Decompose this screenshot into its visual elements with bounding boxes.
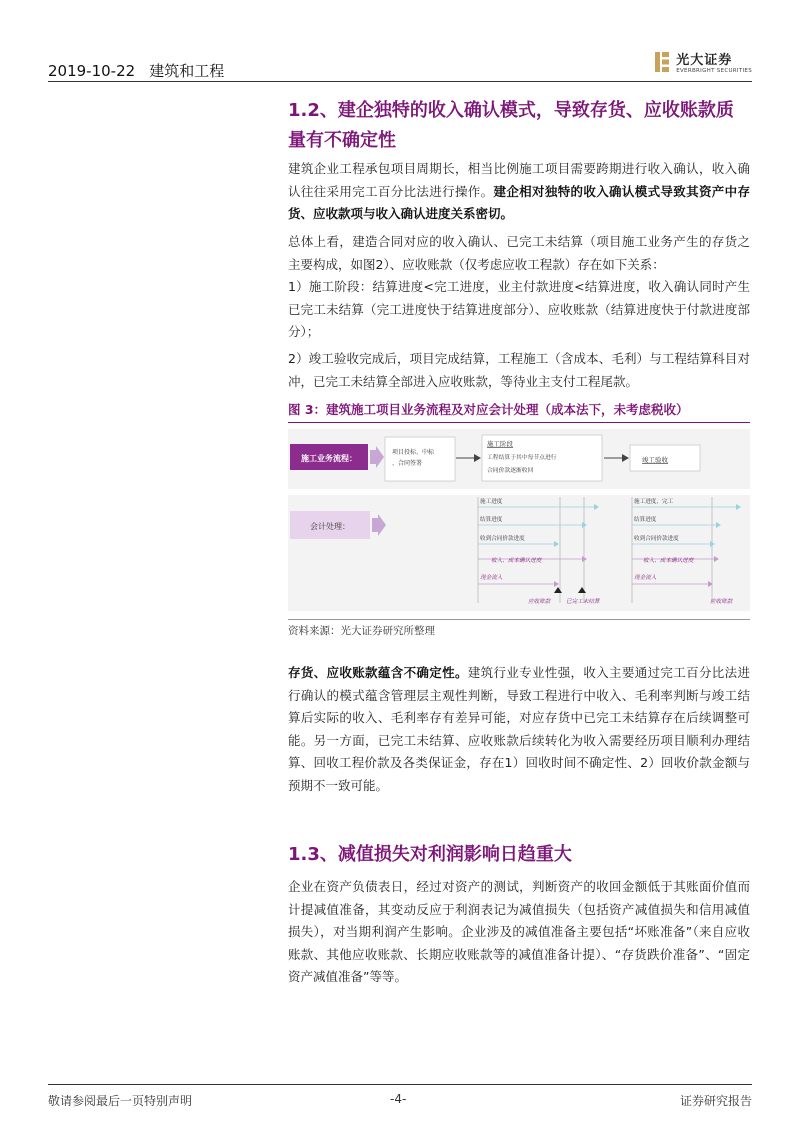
logo-cn: 光大证券 — [676, 53, 733, 68]
left-bottom-receivable: 应收账款 — [528, 599, 551, 605]
section-1-2-title — [288, 96, 750, 156]
header-rule — [48, 81, 752, 82]
flow-box-bidding-line1: 项目投标、中标 — [392, 449, 435, 456]
figure-bottom-rule — [288, 619, 750, 620]
flow-box-bidding — [385, 437, 455, 481]
paragraph-5-body: 建筑行业专业性强，收入主要通过完工百分比法进行确认的模式蕴含管理层主观性判断，导致工程进行中收入、毛利率判断与竣工结算后实际的收入、毛利率存有差异可能，对应存货中已完工未结算存在后续调整可能。另一方面，已完工未结算、应收账款后续转化为收入需要经历项目顺利办理结算、回收工程价款及各类保证金，存在1）回收时间不确定性、2）回收价款金额与预期不一致可能。 — [288, 665, 750, 793]
right-line-construction: 施工进度，完工 — [634, 499, 674, 505]
section-1-2-title-line1: 1.2、建企独特的收入确认模式，导致存货、应收账款质 — [288, 100, 734, 121]
company-logo — [654, 49, 752, 74]
paragraph-1 — [288, 158, 750, 226]
logo-en: EVERBRIGHT SECURITIES — [676, 68, 752, 74]
footer-rule — [48, 1084, 752, 1085]
report-sector: 建筑和工程 — [149, 62, 225, 80]
section-1-2-title-line2: 量有不确定性 — [288, 130, 396, 151]
footer-disclaimer: 敬请参阅最后一页特别声明 — [48, 1094, 193, 1108]
flow-box-bidding-line2: 、合同签署 — [392, 460, 423, 467]
paragraph-1-text: 建筑企业工程承包项目周期长，相当比例施工项目需要跨期进行收入确认，收入确认往往采用完工百分比法进行操作。 — [288, 161, 750, 199]
business-flow-diagram — [288, 427, 750, 615]
left-bottom-unbilled: 已完工未结算 — [566, 599, 600, 605]
paragraph-5-lead: 存货、应收账款蕴含不确定性。 — [288, 665, 468, 680]
flow-box-construction-title: 施工阶段 — [487, 440, 513, 448]
flow-box-construction-line2: 合同价款逐渐收回 — [487, 468, 534, 474]
left-line-construction: 施工进度 — [480, 499, 503, 505]
footer-report-type: 证券研究报告 — [679, 1094, 752, 1108]
flow-label: 施工业务流程： — [301, 454, 357, 463]
paragraph-3: 1）施工阶段：结算进度<完工进度，业主付款进度<结算进度，收入确认同时产生已完工未结算（完工进度快于结算进度部分）、应收账款（结算进度快于付款进度部分）； — [288, 279, 750, 339]
flow-box-construction-line1: 工程结算于其中每节点进行 — [487, 455, 557, 461]
right-line-settlement: 结算进度 — [634, 517, 657, 523]
left-line-settlement: 结算进度 — [480, 517, 503, 523]
figure-title: 图 3：建筑施工项目业务流程及对应会计处理（成本法下，未考虑税收） — [288, 402, 689, 417]
right-line-cash: 现金流入 — [634, 575, 657, 581]
left-line-cash: 现金流入 — [480, 575, 503, 581]
section-1-3-title: 1.3、减值损失对利润影响日趋重大 — [288, 844, 572, 865]
left-line-revenue: 收入、成本确认进度 — [491, 558, 542, 564]
paragraph-1-bold: 建企相对独特的收入确认模式导致其资产中存货、应收款项与收入确认进度关系密切。 — [288, 183, 750, 221]
figure-top-rule — [288, 422, 750, 423]
report-date: 2019-10-22 — [48, 62, 136, 80]
right-line-revenue: 收入、成本确认进度 — [643, 558, 694, 564]
paragraph-4: 2）竣工验收完成后，项目完成结算，工程施工（含成本、毛利）与工程结算科目对冲，已完工未结算全部进入应收账款，等待业主支付工程尾款。 — [288, 351, 750, 389]
right-bottom-receivable: 应收账款 — [710, 599, 733, 605]
paragraph-2: 总体上看，建造合同对应的收入确认、已完工未结算（项目施工业务产生的存货之主要构成，如图2）、应收账款（仅考虑应收工程款）存在如下关系： — [288, 234, 750, 272]
left-line-payment: 收到合同价款进度 — [480, 536, 525, 542]
page-number: -4- — [390, 1092, 407, 1106]
paragraph-5 — [288, 662, 750, 797]
paragraph-6: 企业在资产负债表日，经过对资产的测试，判断资产的收回金额低于其账面价值而计提减值准备，其变动反应于利润表记为减值损失（包括资产减值损失和信用减值损失），对当期利润产生影响。企业涉及的减值准备主要包括“坏账准备”（来自应收账款、其他应收账款、长期应收账款等的减值准备计提）、“存货跌价准备”、“固定资产减值准备”等等。 — [288, 879, 750, 984]
everbright-logo-icon — [654, 50, 670, 74]
flow-box-acceptance-label: 竣工验收 — [642, 456, 668, 464]
page-header — [48, 60, 238, 81]
accounting-label: 会计处理： — [310, 522, 350, 531]
figure-source: 资料来源：光大证券研究所整理 — [288, 625, 435, 637]
right-line-payment: 收到合同价款进度 — [634, 536, 679, 542]
